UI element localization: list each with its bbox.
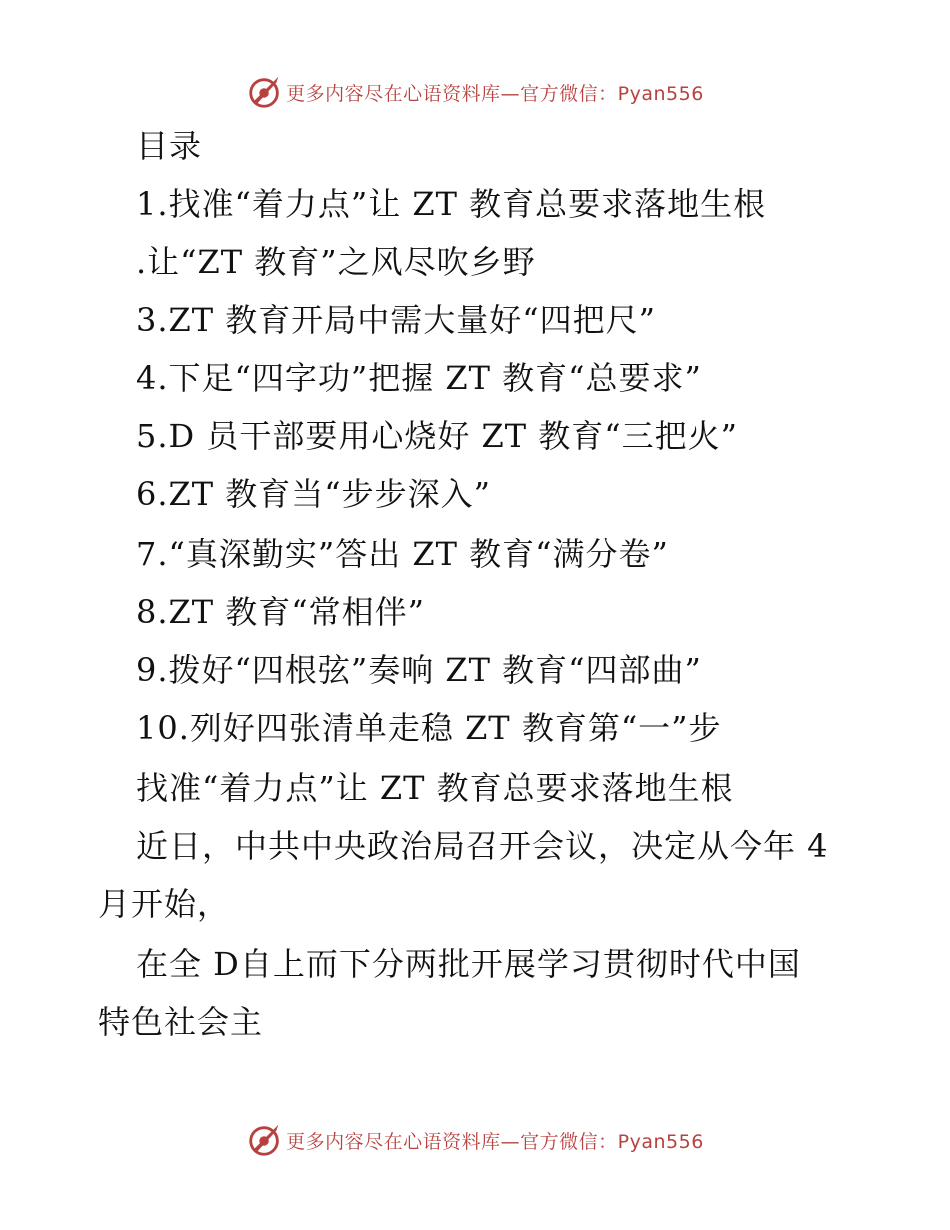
paragraph-line: 近日，中共中央政治局召开会议，决定从今年 4 <box>136 827 829 865</box>
toc-item: 10.列好四张清单走稳 ZT 教育第“一”步 <box>136 709 722 747</box>
toc-item: 6.ZT 教育当“步步深入” <box>136 475 492 513</box>
footer-watermark <box>0 1118 950 1162</box>
pen-logo-icon <box>246 1121 284 1159</box>
watermark-text: 更多内容尽在心语资料库—官方微信：Pyan556 <box>286 82 704 105</box>
toc-item: 5.D 员干部要用心烧好 ZT 教育“三把火” <box>136 417 739 455</box>
toc-title: 目录 <box>136 127 203 165</box>
toc-item: 8.ZT 教育“常相伴” <box>136 593 426 631</box>
toc-item: 9.拨好“四根弦”奏响 ZT 教育“四部曲” <box>136 651 702 689</box>
paragraph-line: 在全 D自上而下分两批开展学习贯彻时代中国 <box>136 945 801 983</box>
section-heading: 找准“着力点”让 ZT 教育总要求落地生根 <box>136 769 734 807</box>
header-watermark <box>0 70 950 114</box>
pen-logo-icon <box>246 73 284 111</box>
toc-item: 3.ZT 教育开局中需大量好“四把尺” <box>136 301 657 339</box>
paragraph-line: 特色社会主 <box>98 1003 264 1041</box>
toc-item: 4.下足“四字功”把握 ZT 教育“总要求” <box>136 359 702 397</box>
toc-item: .让“ZT 教育”之风尽吹乡野 <box>136 243 536 281</box>
paragraph-line: 月开始， <box>98 885 231 923</box>
watermark-text: 更多内容尽在心语资料库—官方微信：Pyan556 <box>286 1130 704 1153</box>
toc-item: 7.“真深勤实”答出 ZT 教育“满分卷” <box>136 535 669 573</box>
toc-item: 1.找准“着力点”让 ZT 教育总要求落地生根 <box>136 185 767 223</box>
